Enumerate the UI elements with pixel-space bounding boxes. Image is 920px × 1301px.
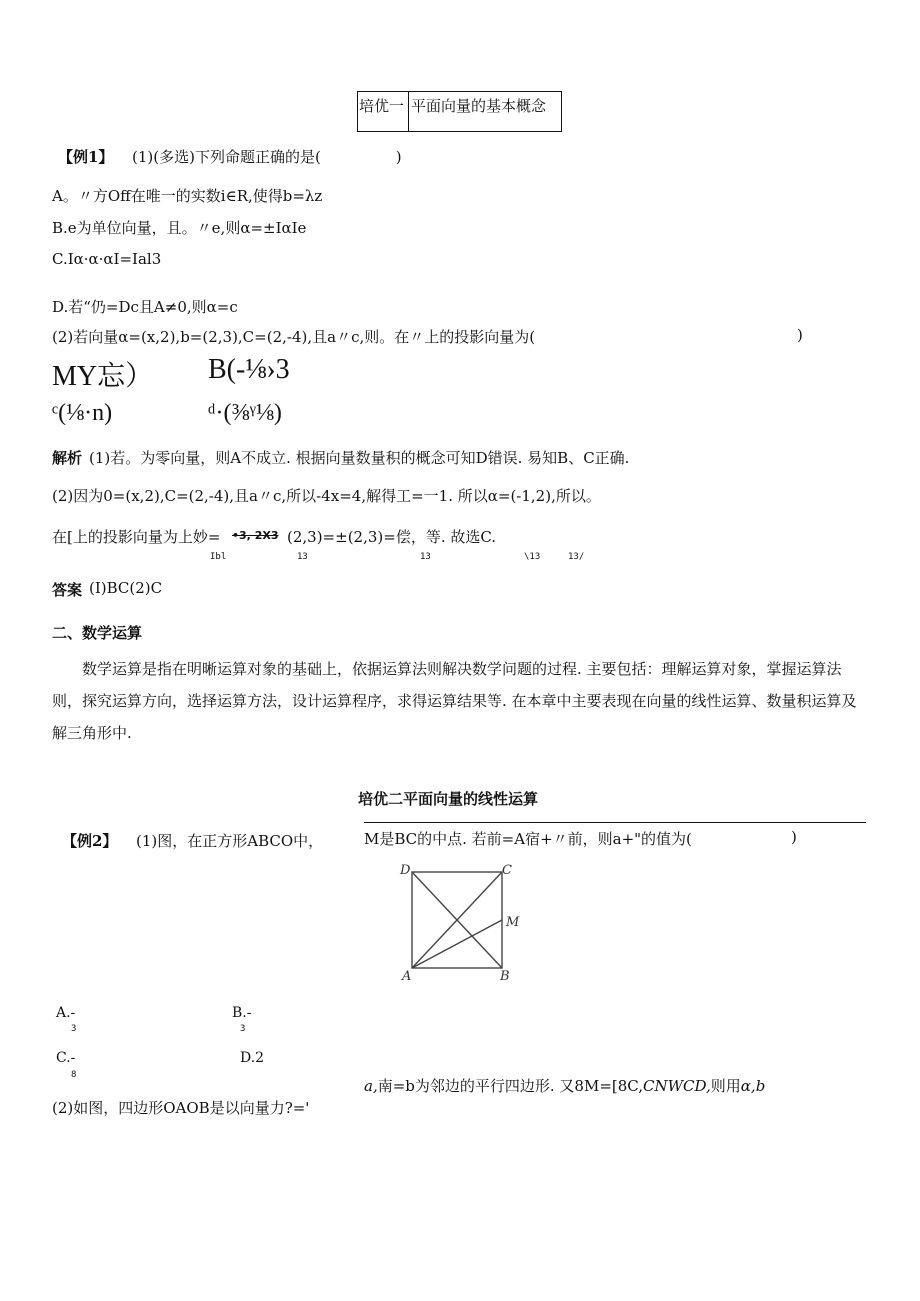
answer1-label: 答案 <box>52 581 83 599</box>
example1-option-a: A。〃方Off在唯一的实数i∈R,使得b=λz <box>52 187 323 205</box>
header-rule <box>364 822 866 823</box>
example2-question2-start: (2)如图，四边形OAOB是以向量力?=' <box>52 1099 310 1117</box>
label-m: M <box>506 915 520 930</box>
solution1-line3-start: 在[上的投影向量为上妙= <box>52 528 221 546</box>
segment-am <box>412 920 502 968</box>
example2-question1-start: (1)图，在正方形ABCO中， <box>136 832 324 850</box>
example1-answer-choice-d: ᵈ·(⅜ᵞ⅛) <box>208 400 282 426</box>
solution1-denominator-4: \13 <box>524 552 541 562</box>
example1-option-c: C.Iα·α·αI=Ial3 <box>52 250 162 268</box>
label-b: B <box>500 969 510 982</box>
example2-option-a-denominator: 3 <box>71 1024 77 1034</box>
example1-answer-choice-a: MY忘） <box>52 361 154 392</box>
example1-question1: (1)(多选)下列命题正确的是( ) <box>132 148 402 166</box>
example2-q2-ab: α,b <box>740 1077 766 1095</box>
example2-question1-close: ) <box>791 828 797 846</box>
title-box-left-cell <box>358 92 409 131</box>
solution1-label: 解析 <box>52 449 83 467</box>
title-box-right-text: 平面向量的基本概念 <box>411 97 547 115</box>
solution1-line1: (1)若。为零向量，则A不成立. 根据向量数量积的概念可知D错误. 易知B、C正确. <box>89 449 630 467</box>
section2-heading: 二、数学运算 <box>52 624 143 642</box>
example2-option-a: A.- <box>56 1005 76 1021</box>
section-title-2: 培优二平面向量的线性运算 <box>358 790 539 808</box>
example2-q2-mid: 南=b为邻边的平行四边形. 又8M=[8C, <box>377 1077 644 1095</box>
example1-option-d: D.若“仍=Dc且A≠0,则α=c <box>52 298 238 316</box>
solution1-line2: (2)因为0=(x,2),C=(2,-4),且a〃c,所以-4x=4,解得工=一1. 所以α=(-1,2),所以。 <box>52 487 601 505</box>
example2-option-d: D.2 <box>240 1050 265 1066</box>
example2-question2-continued <box>364 1075 765 1096</box>
section2-paragraph: 数学运算是指在明晰运算对象的基础上，依据运算法则解决数学问题的过程. 主要包括：理解运算对象，掌握运算法则，探究运算方向，选择运算方法，设计运算程序，求得运算结果等. 在本章中主要表现在向量的线性运算、数量积运算及解三角形中. <box>52 660 857 742</box>
solution1-denominator-2: 13 <box>297 552 308 562</box>
solution1-denominator-1: Ibl <box>210 552 227 562</box>
solution1-line3-end: (2,3)=±(2,3)=偿，等. 故选C. <box>287 528 497 546</box>
square-figure <box>396 860 528 982</box>
solution1-denominator-5: 13/ <box>568 552 585 562</box>
example1-option-b: B.e为单位向量，且。〃e,则α=±IαIe <box>52 219 307 237</box>
vector-a-text: a, <box>364 1077 378 1095</box>
title-box-right-cell <box>409 92 561 131</box>
example1-answer-choice-b: B(-⅛›3 <box>208 354 290 385</box>
example2-q2-then: 则用 <box>710 1077 741 1095</box>
example2-option-b: B.- <box>232 1005 252 1021</box>
label-d: D <box>400 863 411 878</box>
label-a: A <box>402 969 412 982</box>
title-box-left-text: 培优一 <box>359 97 405 115</box>
example2-option-c-denominator: 8 <box>71 1070 77 1080</box>
answer1-text: (I)BC(2)C <box>89 579 163 597</box>
example2-q2-cnwcd: CNWCD, <box>643 1077 711 1095</box>
label-c: C <box>502 863 512 878</box>
example2-option-b-denominator: 3 <box>240 1024 246 1034</box>
example2-option-c: C.- <box>56 1050 76 1066</box>
solution1-denominator-3: 13 <box>420 552 431 562</box>
example1-question2: (2)若向量α=(x,2),b=(2,3),C=(2,-4),且a〃c,则。在〃上的投影向量为( <box>52 328 536 346</box>
example2-question1-end: M是BC的中点. 若前=A宿+〃前，则a+"的值为( <box>364 830 692 848</box>
solution1-fraction-numerator: •3, 2X3 <box>232 529 279 542</box>
example1-answer-choice-c: ᶜ(⅛·n) <box>52 400 113 426</box>
section-title-box <box>357 91 562 132</box>
example2-label: 【例2】 <box>62 832 118 850</box>
example1-label: 【例1】 <box>58 148 114 166</box>
example1-question2-close: ) <box>797 326 803 344</box>
